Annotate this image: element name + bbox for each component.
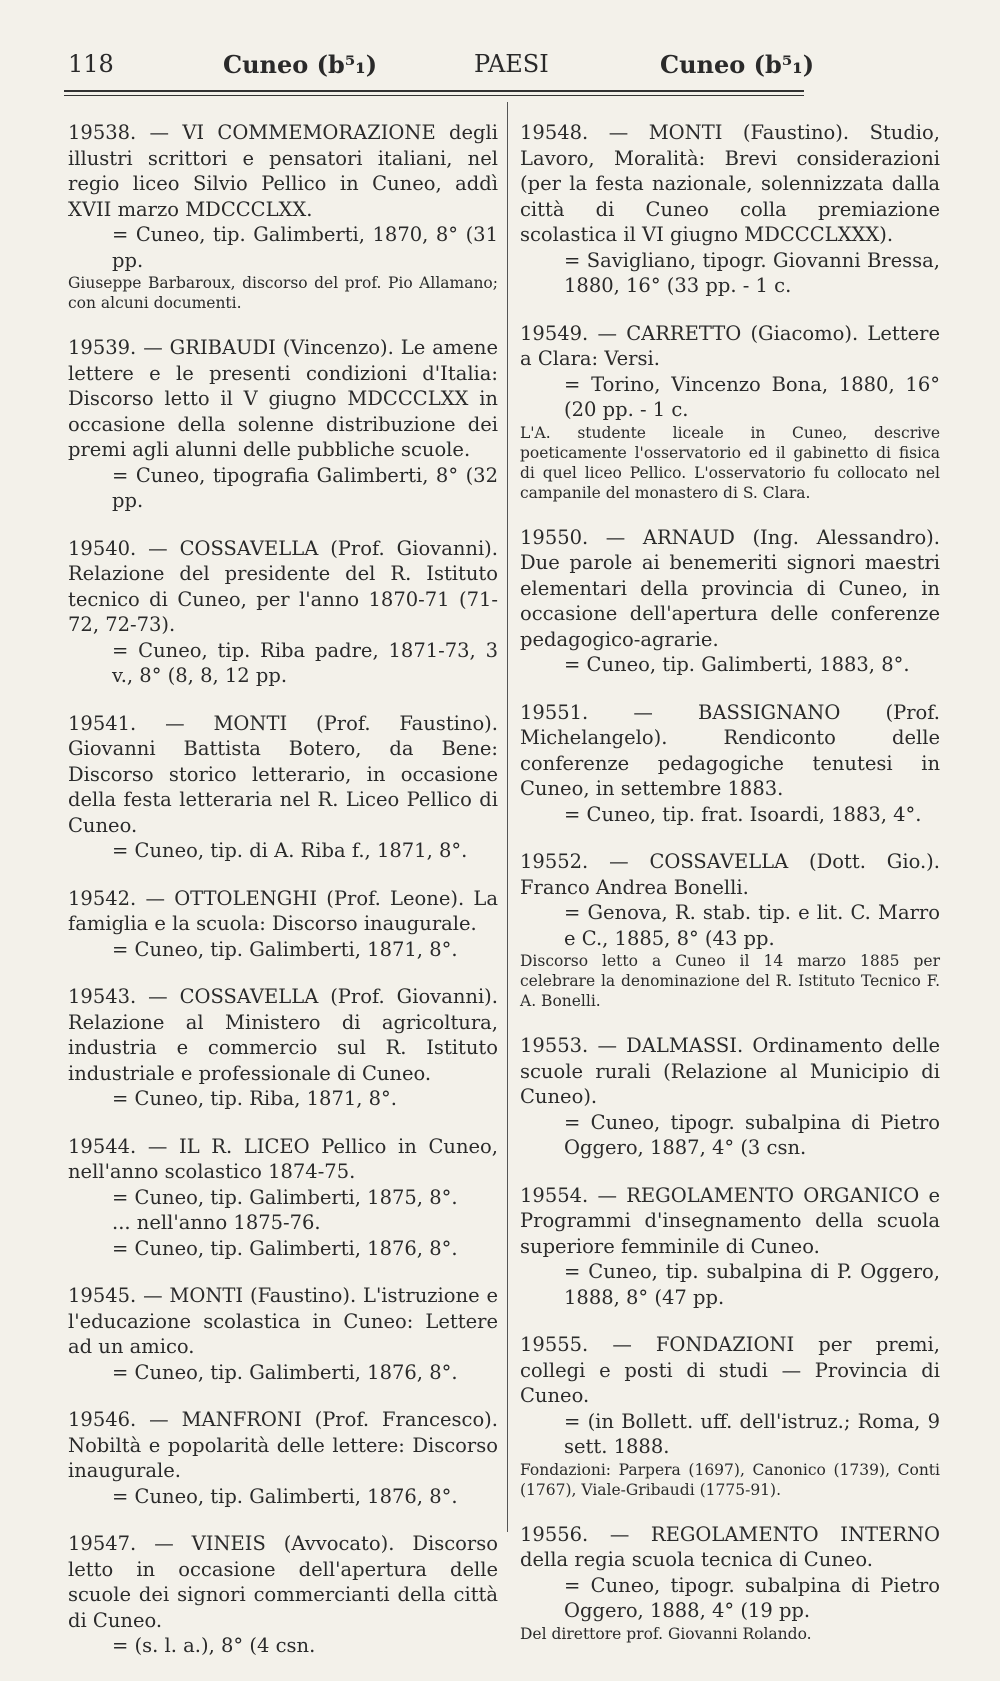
entry-19543: [68, 984, 498, 1112]
entry-19545: [68, 1283, 498, 1385]
running-head-left: Cuneo (b⁵₁): [223, 50, 378, 79]
entry-text: 19550. — ARNAUD (Ing. Alessandro). Due parole ai benemeriti signori maestri elementari della provincia di Cuneo, in occasione dell'apertura delle conferenze pedagogico-agrarie.: [520, 525, 940, 651]
entry-imprint: = Cuneo, tip. Galimberti, 1883, 8°.: [564, 653, 910, 676]
entry-text: 19554. — REGOLAMENTO ORGANICO e Programmi d'insegnamento della scuola superiore femminile di Cuneo.: [520, 1183, 940, 1258]
page-number: 118: [68, 50, 114, 78]
entry-text: 19552. — COSSAVELLA (Dott. Gio.). Franco Andrea Bonelli.: [520, 850, 940, 899]
entry-note: L'A. studente liceale in Cuneo, descrive poeticamente l'osservatorio ed il gabinetto di fisica di quel liceo Pellico. L'osservatorio fu collocato nel campanile del monastero di S. Clara.: [520, 423, 940, 502]
entry-note: Giuseppe Barbaroux, discorso del prof. Pio Allamano; con alcuni documenti.: [68, 274, 498, 312]
entry-19547: [68, 1531, 498, 1659]
entry-imprint: = Cuneo, tip. subalpina di P. Oggero, 1888, 8° (47 pp.: [564, 1260, 940, 1309]
entry-text: 19545. — MONTI (Faustino). L'istruzione e l'educazione scolastica in Cuneo: Lettere ad un amico.: [68, 1284, 498, 1358]
entry-note: Fondazioni: Parpera (1697), Canonico (1739), Conti (1767), Viale-Gribaudi (1775-91).: [520, 1460, 940, 1499]
entry-imprint: = Genova, R. stab. tip. e lit. C. Marro e C., 1885, 8° (43 pp.: [564, 901, 940, 950]
entry-imprint: = Cuneo, tip. di A. Riba f., 1871, 8°.: [112, 839, 468, 862]
entry-imprint: = Torino, Vincenzo Bona, 1880, 16° (20 pp. - 1 c.: [564, 372, 940, 421]
entry-text: 19543. — COSSAVELLA (Prof. Giovanni). Relazione al Ministero di agricoltura, industria e commercio sul R. Istituto industriale e professionale di Cuneo.: [68, 985, 498, 1085]
running-head-right: Cuneo (b⁵₁): [660, 50, 815, 79]
entry-19551: [520, 700, 940, 828]
entry-imprint: = Cuneo, tip. Galimberti, 1876, 8°.: [112, 1360, 458, 1384]
entry-imprint: = Cuneo, tip. frat. Isoardi, 1883, 4°.: [564, 802, 922, 826]
entry-19548: [520, 120, 940, 299]
entry-imprint: = (in Bollett. uff. dell'istruz.; Roma, 9 sett. 1888.: [564, 1409, 940, 1458]
entry-imprint: = (s. l. a.), 8° (4 csn.: [112, 1634, 316, 1657]
entry-imprint: = Cuneo, tip. Galimberti, 1871, 8°.: [112, 937, 458, 961]
entry-text: 19553. — DALMASSI. Ordinamento delle scuole rurali (Relazione al Municipio di Cuneo).: [520, 1034, 940, 1108]
running-head-center: PAESI: [474, 50, 549, 78]
entry-text: 19538. — VI COMMEMORAZIONE degli illustri scrittori e pensatori italiani, nel regio liceo Silvio Pellico in Cuneo, addì XVII marzo MDCCCLXX.: [68, 121, 498, 221]
entry-imprint: = Cuneo, tipografia Galimberti, 8° (32 pp.: [112, 463, 498, 512]
entry-imprint: = Cuneo, tip. Galimberti, 1875, 8°.: [112, 1185, 458, 1209]
entry-19554: [520, 1183, 940, 1311]
entry-19550: [520, 525, 940, 678]
entry-text: 19542. — OTTOLENGHI (Prof. Leone). La famiglia e la scuola: Discorso inaugurale.: [68, 886, 498, 935]
entry-text: 19544. — IL R. LICEO Pellico in Cuneo, nell'anno scolastico 1874-75.: [68, 1134, 498, 1183]
left-column: [68, 120, 498, 1681]
entry-imprint: = Savigliano, tipogr. Giovanni Bressa, 1880, 16° (33 pp. - 1 c.: [564, 248, 940, 297]
entry-text: 19541. — MONTI (Prof. Faustino). Giovanni Battista Botero, da Bene: Discorso storico letterario, in occasione della festa letteraria nel R. Liceo Pellico di Cuneo.: [68, 711, 498, 837]
entry-19549: [520, 321, 940, 503]
entry-19538: [68, 120, 498, 313]
entry-19542: [68, 886, 498, 963]
entry-imprint: = Cuneo, tip. Riba, 1871, 8°.: [112, 1087, 398, 1110]
entry-19552: [520, 849, 940, 1011]
column-divider: [507, 102, 508, 1532]
entry-imprint: = Cuneo, tipogr. subalpina di Pietro Oggero, 1887, 4° (3 csn.: [564, 1110, 940, 1159]
entry-continuation: ... nell'anno 1875-76.: [112, 1211, 321, 1234]
entry-text: 19551. — BASSIGNANO (Prof. Michelangelo). Rendiconto delle conferenze pedagogiche tenutesi in Cuneo, in settembre 1883.: [520, 700, 940, 800]
entry-note: Discorso letto a Cuneo il 14 marzo 1885 per celebrare la denominazione del R. Istituto Tecnico F. A. Bonelli.: [520, 952, 940, 1010]
entry-text: 19546. — MANFRONI (Prof. Francesco). Nobiltà e popolarità delle lettere: Discorso inaugurale.: [68, 1408, 498, 1482]
entry-19540: [68, 536, 498, 689]
entry-text: 19547. — VINEIS (Avvocato). Discorso letto in occasione dell'apertura delle scuole dei signori commercianti della città di Cuneo.: [68, 1532, 498, 1632]
entry-19546: [68, 1407, 498, 1509]
entry-text: 19539. — GRIBAUDI (Vincenzo). Le amene lettere e le presenti condizioni d'Italia: Discorso letto il V giugno MDCCCLXX in occasione della solenne distribuzione dei premi agli alunni delle pubbliche scuole.: [68, 336, 498, 461]
entry-imprint: = Cuneo, tip. Galimberti, 1870, 8° (31 pp.: [112, 223, 498, 272]
entry-text: 19549. — CARRETTO (Giacomo). Lettere a Clara: Versi.: [520, 321, 940, 370]
entry-imprint: = Cuneo, tip. Galimberti, 1876, 8°.: [112, 1484, 458, 1508]
header-rule-thin: [64, 95, 804, 96]
entry-text: 19556. — REGOLAMENTO INTERNO della regia scuola tecnica di Cuneo.: [520, 1522, 940, 1571]
entry-19539: [68, 335, 498, 514]
entry-text: 19548. — MONTI (Faustino). Studio, Lavoro, Moralità: Brevi considerazioni (per la festa nazionale, solennizzata dalla città di Cuneo colla premiazione scolastica il VI giugno MDCCCLXXX).: [520, 121, 940, 246]
right-column: [520, 120, 940, 1666]
entry-text: 19555. — FONDAZIONI per premi, collegi e posti di studi — Provincia di Cuneo.: [520, 1333, 940, 1407]
entry-19541: [68, 711, 498, 864]
header-rule: [64, 90, 804, 92]
entry-19553: [520, 1033, 940, 1161]
entry-imprint-2: = Cuneo, tip. Galimberti, 1876, 8°.: [112, 1236, 458, 1260]
entry-imprint: = Cuneo, tip. Riba padre, 1871-73, 3 v., 8° (8, 8, 12 pp.: [112, 638, 498, 687]
entry-19556: [520, 1522, 940, 1644]
entry-text: 19540. — COSSAVELLA (Prof. Giovanni). Relazione del presidente del R. Istituto tecnico di Cuneo, per l'anno 1870-71 (71-72, 72-73).: [68, 536, 498, 636]
entry-19555: [520, 1332, 940, 1500]
entry-note: Del direttore prof. Giovanni Rolando.: [520, 1624, 812, 1643]
entry-19544: [68, 1134, 498, 1262]
entry-imprint: = Cuneo, tipogr. subalpina di Pietro Oggero, 1888, 4° (19 pp.: [564, 1573, 940, 1622]
page-header: [68, 50, 815, 90]
